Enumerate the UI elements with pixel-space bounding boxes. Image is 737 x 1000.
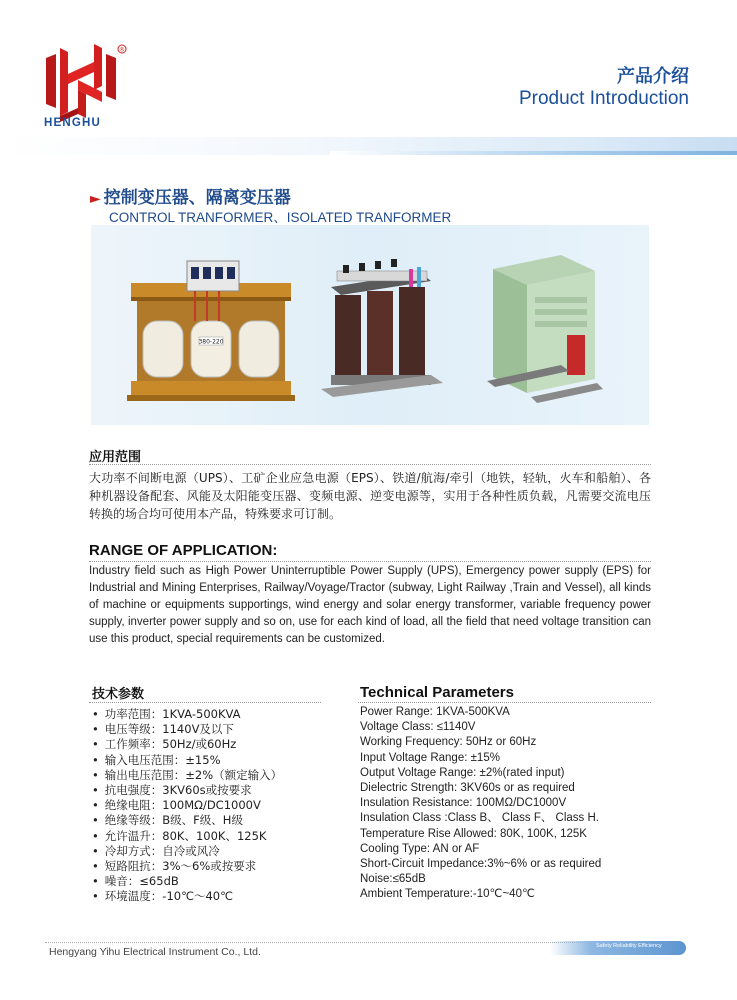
parameter-item-en: Noise:≤65dB	[360, 873, 426, 886]
section-title-cn	[90, 183, 291, 208]
parameter-item-cn: • 短路阻抗：3%～6%或按要求	[92, 859, 282, 874]
footer-divider	[45, 942, 593, 943]
parameter-item-en: Working Frequency: 50Hz or 60Hz	[360, 736, 537, 749]
parameter-item-en: Dielectric Strength: 3KV60s or as required	[360, 782, 575, 795]
product-photo-open-transformer	[127, 261, 295, 401]
parameter-item-cn: • 输入电压范围：±15%	[92, 753, 282, 768]
parameter-item-cn: • 允许温升：80K、100K、125K	[92, 829, 282, 844]
parameter-item-cn: • 噪音：≤65dB	[92, 874, 282, 889]
application-text-en: Industry field such as High Power Uninterruptible Power Supply (UPS), Emergency power supply (EPS) for Industrial and Mining Enterprises, Railway/Voyage/Tractor (subway, Light Railway ,Train and Vessel), all kinds of machine or equipments supportings, wind energy and solar energy transformer, variable frequency power supply, inverter power supply and so on, use for each kind of load, all the field that need voltage transition can use this product, special requirements can be customized.	[89, 565, 651, 645]
registered-mark: ®	[119, 46, 125, 54]
parameter-item-cn: • 功率范围：1KVA-500KVA	[92, 707, 282, 722]
application-heading-en: RANGE OF APPLICATION:	[89, 542, 278, 559]
parameter-item-cn: • 冷却方式：自冷或风冷	[92, 844, 282, 859]
header-title-en: Product Introduction	[518, 88, 689, 109]
footer-company: Hengyang Yihu Electrical Instrument Co., Ltd.	[49, 946, 261, 958]
parameter-item-en: Ambient Temperature:-10℃~40℃	[360, 888, 535, 901]
parameter-item-en: Power Range: 1KVA-500KVA	[360, 706, 510, 718]
parameters-list-cn	[92, 707, 282, 905]
parameter-item-cn: • 输出电压范围：±2%（额定输入）	[92, 768, 282, 783]
parameters-divider-cn	[89, 702, 321, 703]
parameter-item-en: Voltage Class: ≤1140V	[360, 721, 476, 734]
parameter-item-cn: • 电压等级：1140V及以下	[92, 722, 282, 737]
parameter-item-cn: • 绝缘等级：B级、F级、H级	[92, 813, 282, 828]
section-arrow-icon: ►	[90, 191, 101, 207]
parameter-item-cn: • 环境温度：-10℃～40℃	[92, 889, 282, 904]
parameter-item-en: Short-Circuit Impedance:3%~6% or as required	[360, 858, 602, 871]
parameter-item-en: Output Voltage Range: ±2%(rated input)	[360, 766, 565, 779]
parameter-item-en: Insulation Class :Class B、 Class F、 Class H.	[360, 812, 600, 825]
parameter-item-en: Input Voltage Range: ±15%	[360, 751, 500, 764]
footer-tagline: Safety Reliability Efficiency	[596, 943, 662, 949]
parameter-item-cn: • 抗电强度：3KV60s或按要求	[92, 783, 282, 798]
product-photo-rail-transformer	[321, 259, 443, 397]
product-photo-band	[91, 225, 649, 425]
section-title-en: CONTROL TRANFORMER、ISOLATED TRANFORMER	[109, 210, 452, 225]
footer-tagline-badge	[550, 941, 686, 955]
parameters-list-en	[360, 705, 601, 903]
brand-name: HENGHU	[44, 117, 102, 129]
parameter-item-en: Cooling Type: AN or AF	[360, 842, 480, 855]
parameter-item-cn: • 绝缘电阻：100MΩ/DC1000V	[92, 798, 282, 813]
application-heading-cn: 应用范围	[89, 450, 142, 465]
parameter-item-en: Temperature Rise Allowed: 80K, 100K, 125K	[360, 827, 587, 840]
header-accent-stripe	[330, 151, 737, 155]
application-text-cn: 大功率不间断电源（UPS）、工矿企业应急电源（EPS）、铁道/航海/牵引（地铁，轻轨，火车和船舶）、各种机器设备配套、风能及太阳能变压器、变频电源、逆变电源等，实用于各种性质负载，凡需要交流电压转换的场合均可使用本产品，特殊要求可订制。	[89, 471, 651, 521]
product-photo-enclosed-transformer	[487, 255, 603, 403]
parameter-item-cn: • 工作频率：50Hz/或60Hz	[92, 737, 282, 752]
parameters-heading-en: Technical Parameters	[360, 684, 514, 701]
application-divider-en	[89, 561, 651, 562]
parameter-item-en: Insulation Resistance: 100MΩ/DC1000V	[360, 797, 567, 810]
application-divider-cn	[89, 464, 651, 465]
parameters-heading-cn: 技术参数	[92, 687, 145, 702]
unit-rating-label: 380-220	[198, 338, 224, 346]
parameters-divider-en	[358, 702, 651, 703]
header-title-cn: 产品介绍	[617, 66, 689, 87]
section-title-cn-text: 控制变压器、隔离变压器	[103, 188, 291, 208]
